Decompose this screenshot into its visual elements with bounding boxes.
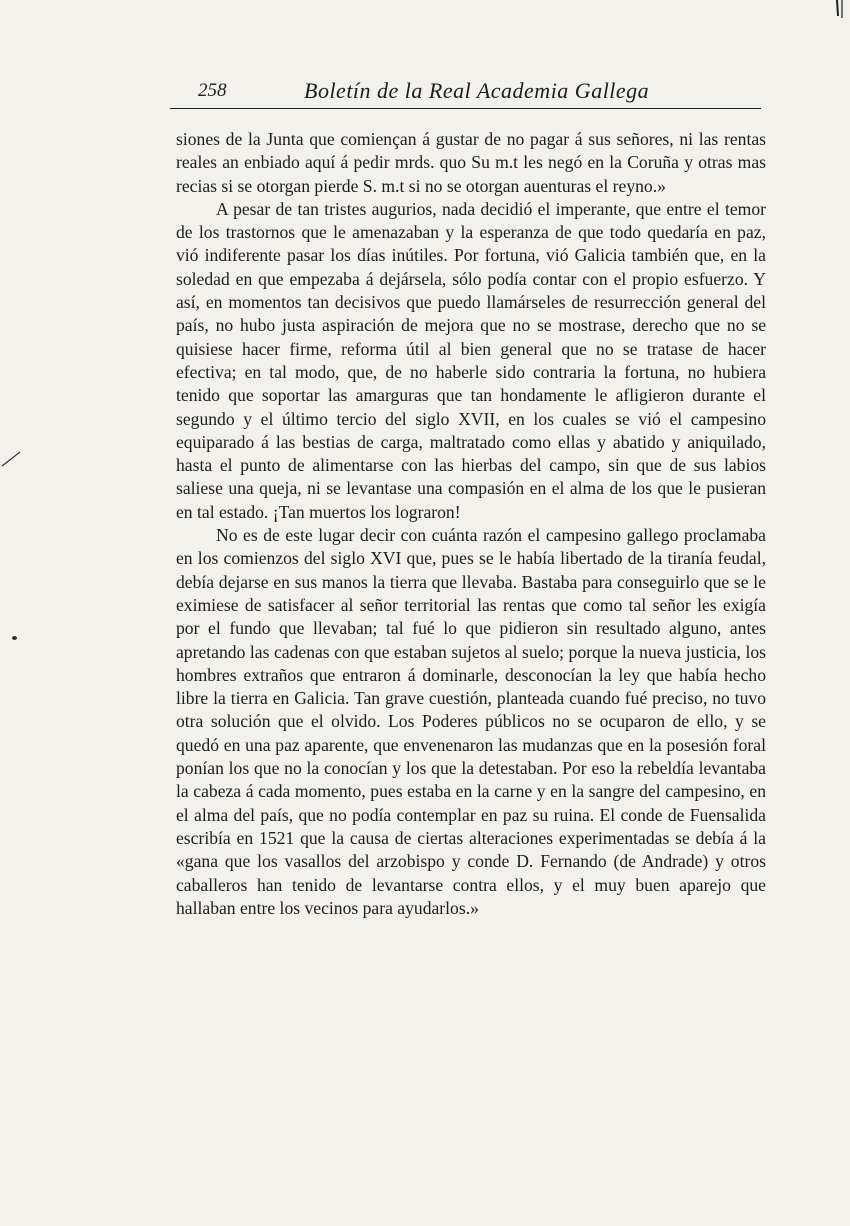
header-rule xyxy=(170,108,761,109)
margin-pen-stroke xyxy=(0,448,22,468)
running-title: Boletín de la Real Academia Gallega xyxy=(304,78,650,103)
page-number: 258 xyxy=(198,80,227,101)
margin-ink-dot xyxy=(12,636,17,640)
page-header xyxy=(176,76,762,106)
page-edge-mark xyxy=(834,0,846,18)
paragraph: A pesar de tan tristes augurios, nada decidió el imperante, que entre el temor de los trastornos que le amenazaban y la esperanza de que todo quedaría en paz, vió indiferente pasar los días inútiles. Por fortuna, vió Galicia también que, en la soledad en que empezaba á dejársela, sólo podía contar con el propio esfuerzo. Y así, en momentos tan decisivos que puedo llamárseles de resurrección general del país, no hubo justa aspiración de mejora que no se mostrase, derecho que no se quisiese hacer firme, reforma útil al bien general que no se tratase de hacer efectiva; en tal modo, que, de no haberle sido contraria la fortuna, no hubiera tenido que soportar las amarguras que tan hondamente le afligieron durante el segundo y el último tercio del siglo XVII, en los cuales se vió el campesino equiparado á las bestias de carga, maltratado como ellas y abatido y aniquilado, hasta el punto de alimentarse con las hierbas del campo, sin que de sus labios saliese una queja, ni se levantase una compasión en el alma de los que le pusieran en tal estado. ¡Tan muertos los lograron! xyxy=(176,198,766,522)
body-text xyxy=(176,128,766,920)
paragraph-continuation: siones de la Junta que comiençan á gustar de no pagar á sus señores, ni las rentas reales an enbiado aquí á pedir mrds. quo Su m.t les negó en la Coruña y otras mas recias si se otorgan pierde S. m.t si no se otorgan auenturas el reyno.» xyxy=(176,129,766,196)
paragraph: No es de este lugar decir con cuánta razón el campesino gallego proclamaba en los comienzos del siglo XVI que, pues se le había libertado de la tiranía feudal, debía dejarse en sus manos la tierra que llevaba. Bastaba para conseguirlo que se le eximiese de satisfacer al señor territorial las rentas que como tal señor les exigía por el fundo que llevaban; tal fué lo que pidieron sin resultado alguno, antes apretando las cadenas con que estaban sujetos al suelo; porque la nueva justicia, los hombres extraños que entraron á dominarle, desconocían la ley que había hecho libre la tierra en Galicia. Tan grave cuestión, planteada cuando fué preciso, no tuvo otra solución que el olvido. Los Poderes públicos no se ocuparon de ello, y se quedó en una paz aparente, que envenenaron las mudanzas que en la posesión foral ponían los que no la conocían y los que la detestaban. Por eso la rebeldía levantaba la cabeza á cada momento, pues estaba en la carne y en la sangre del campesino, en el alma del país, que no podía contemplar en paz su ruina. El conde de Fuensalida escribía en 1521 que la causa de ciertas alteraciones experimentadas se debía á la «gana que los vasallos del arzobispo y conde D. Fernando (de Andrade) y otros caballeros han tenido de levantarse contra ellos, y el muy buen aparejo que hallaban entre los vecinos para ayudarlos.» xyxy=(176,525,766,918)
